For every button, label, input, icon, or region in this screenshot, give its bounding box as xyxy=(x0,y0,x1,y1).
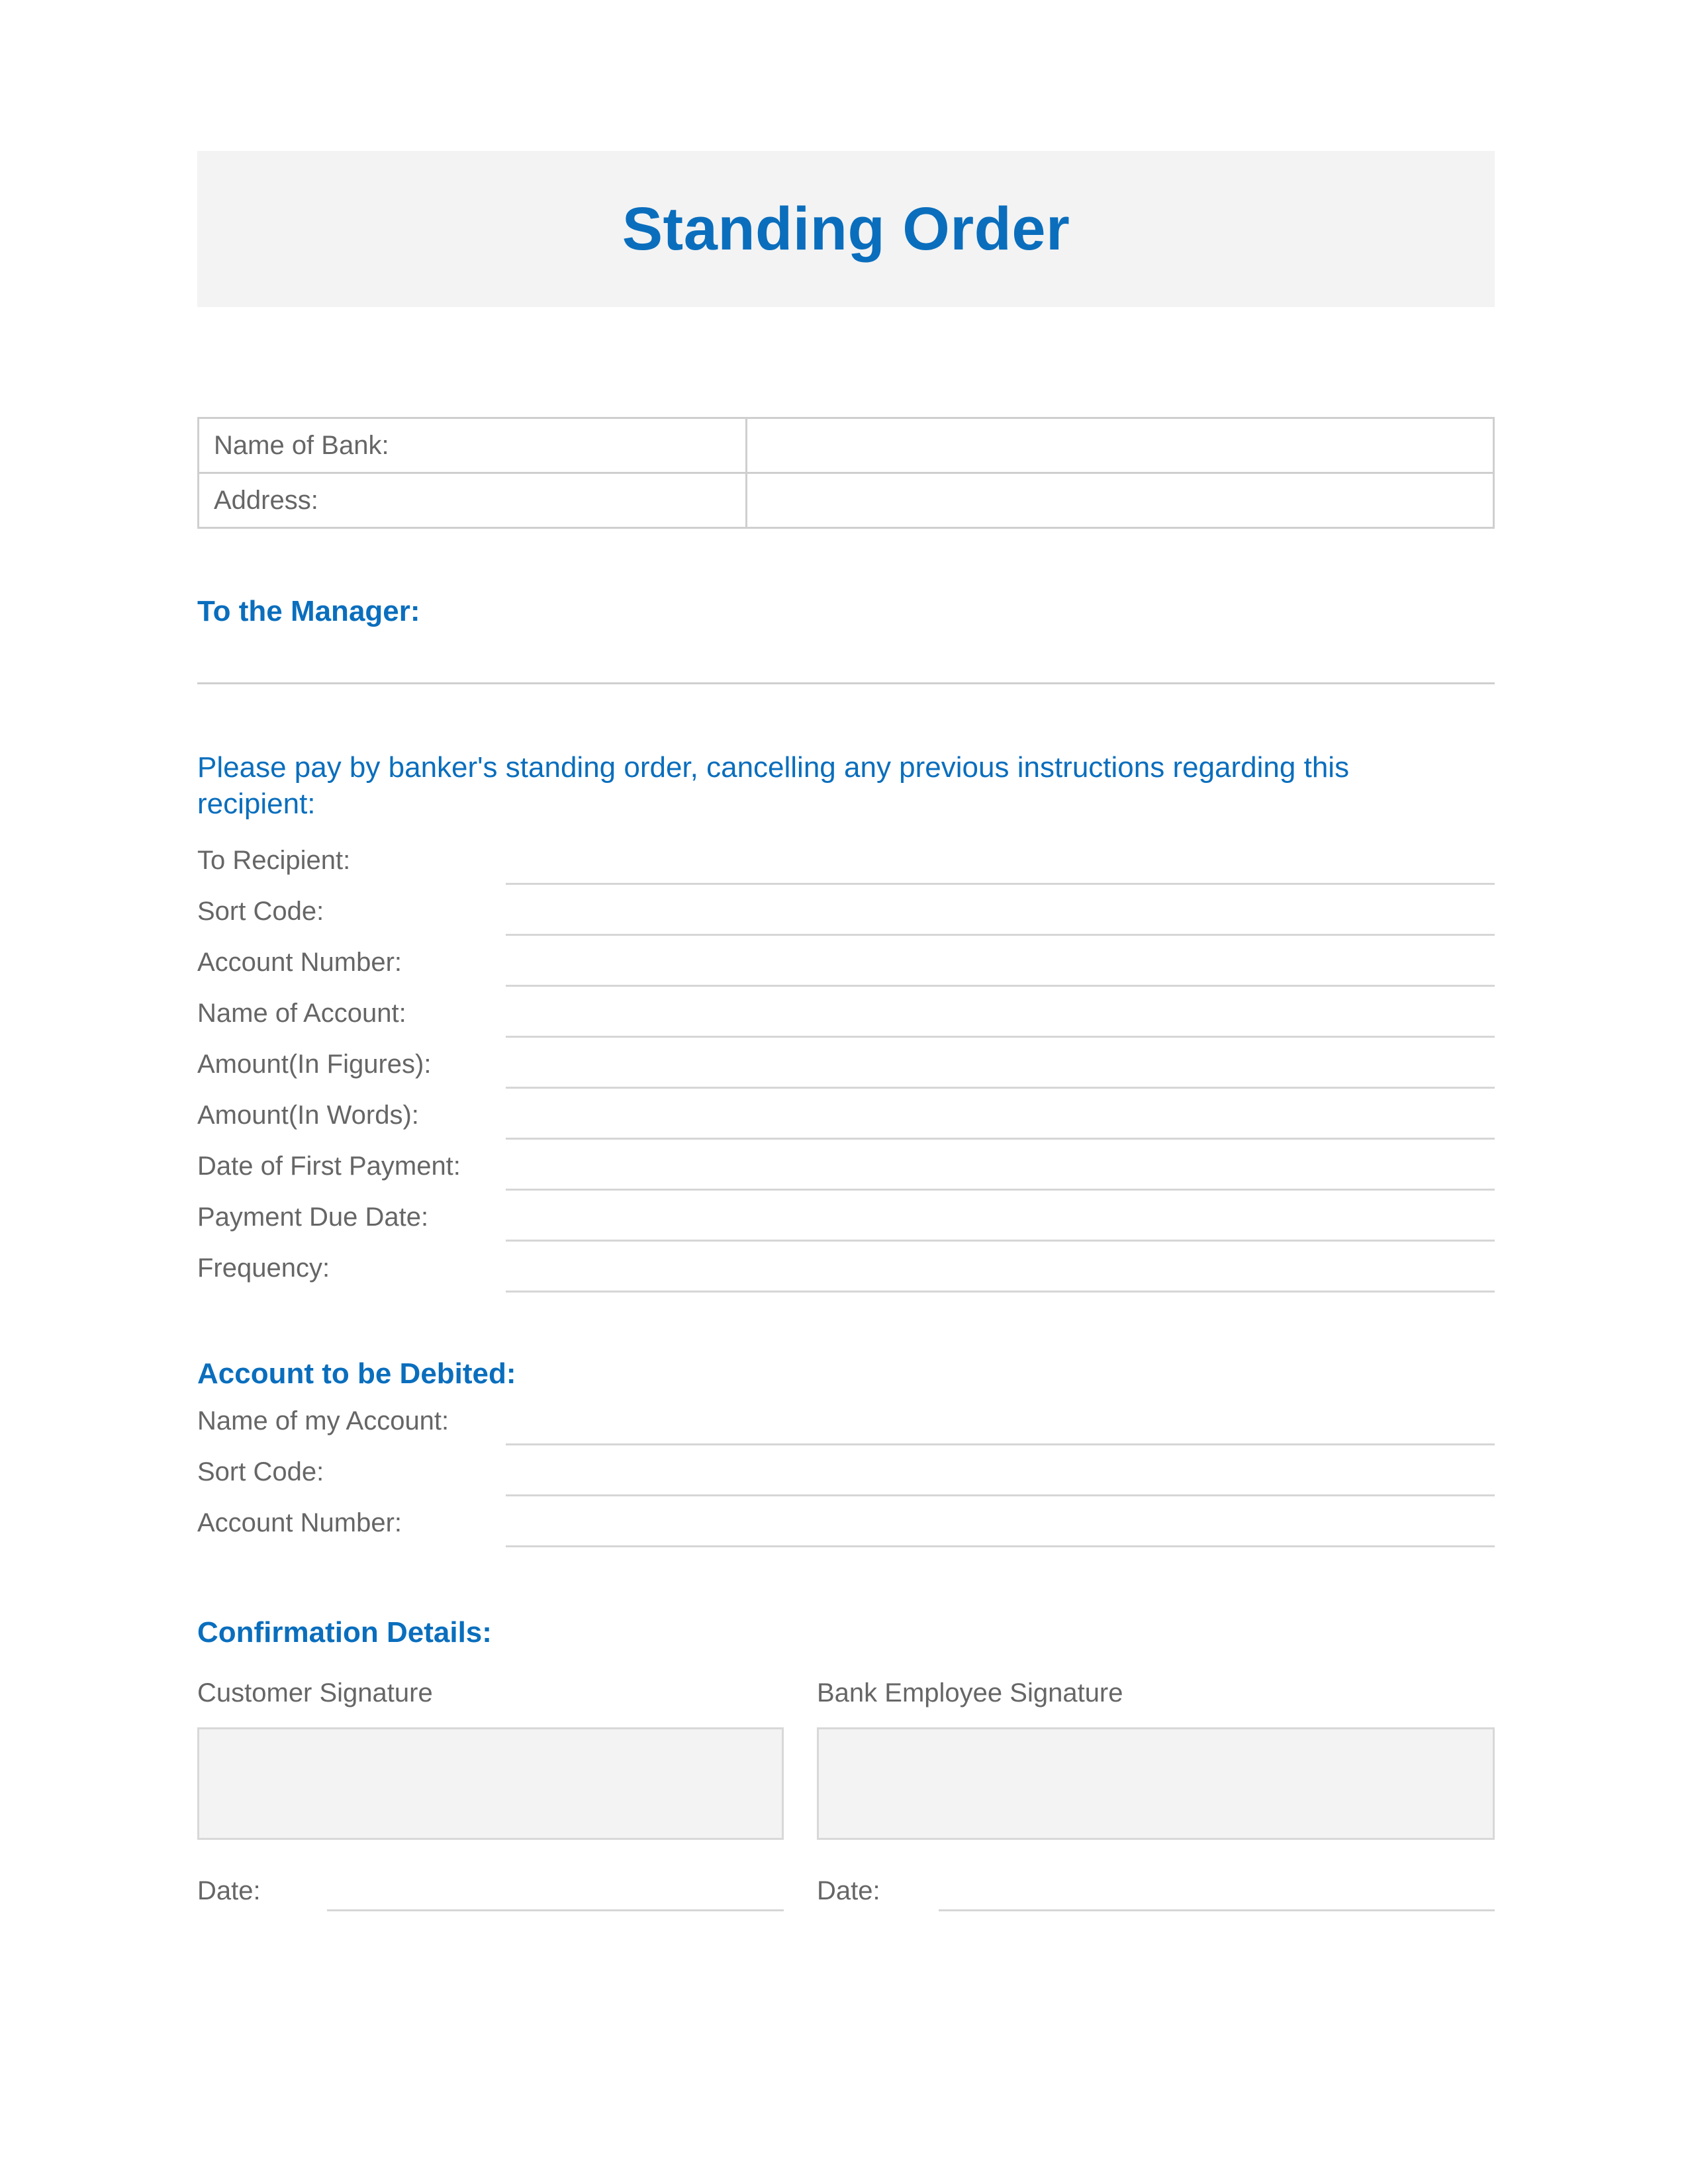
bank-signature-box[interactable] xyxy=(817,1727,1495,1840)
field-row xyxy=(197,1496,1495,1547)
title-banner xyxy=(197,151,1495,307)
amount-figures-label: Amount(In Figures): xyxy=(197,1050,432,1079)
bank-date-label: Date: xyxy=(817,1876,880,1905)
field-row xyxy=(197,1445,1495,1496)
customer-signature-label: Customer Signature xyxy=(197,1678,433,1707)
my-account-name-label: Name of my Account: xyxy=(197,1406,449,1435)
bank-address-field[interactable] xyxy=(747,473,1494,528)
my-account-name-field[interactable] xyxy=(506,1443,1495,1445)
first-payment-date-label: Date of First Payment: xyxy=(197,1152,461,1181)
customer-date-field[interactable] xyxy=(327,1909,784,1911)
bank-signature-label: Bank Employee Signature xyxy=(817,1678,1123,1707)
bank-address-label: Address: xyxy=(199,473,747,528)
debited-fields xyxy=(197,1394,1495,1547)
account-name-label: Name of Account: xyxy=(197,999,406,1028)
debit-account-number-label: Account Number: xyxy=(197,1508,402,1537)
field-row xyxy=(197,1394,1495,1445)
bank-details-table xyxy=(197,417,1495,529)
bank-signature-block xyxy=(817,1678,1495,1911)
page-title: Standing Order xyxy=(622,195,1070,263)
bank-date-field[interactable] xyxy=(939,1909,1495,1911)
bank-name-label: Name of Bank: xyxy=(199,418,747,473)
field-row xyxy=(197,1191,1495,1242)
frequency-field[interactable] xyxy=(506,1290,1495,1293)
field-row xyxy=(197,1038,1495,1089)
standing-order-form xyxy=(197,151,1495,1911)
manager-field[interactable] xyxy=(197,682,1495,684)
field-row xyxy=(197,936,1495,987)
field-row xyxy=(197,885,1495,936)
debit-sort-code-field[interactable] xyxy=(506,1494,1495,1496)
account-name-field[interactable] xyxy=(506,1035,1495,1038)
customer-signature-block xyxy=(197,1678,784,1911)
recipient-label: To Recipient: xyxy=(197,846,351,875)
payment-fields xyxy=(197,834,1495,1293)
sort-code-label: Sort Code: xyxy=(197,897,324,926)
field-row xyxy=(197,834,1495,885)
customer-signature-box[interactable] xyxy=(197,1727,784,1840)
table-row xyxy=(199,418,1494,473)
bank-date-row xyxy=(817,1872,1495,1911)
confirmation-heading: Confirmation Details: xyxy=(197,1616,492,1649)
account-number-label: Account Number: xyxy=(197,948,402,977)
payment-due-date-label: Payment Due Date: xyxy=(197,1203,429,1232)
debit-sort-code-label: Sort Code: xyxy=(197,1457,324,1486)
frequency-label: Frequency: xyxy=(197,1253,330,1283)
customer-date-row xyxy=(197,1872,784,1911)
bank-name-field[interactable] xyxy=(747,418,1494,473)
amount-words-field[interactable] xyxy=(506,1137,1495,1140)
account-number-field[interactable] xyxy=(506,984,1495,987)
signature-section xyxy=(197,1678,1495,1911)
field-row xyxy=(197,1089,1495,1140)
table-row xyxy=(199,473,1494,528)
debit-account-number-field[interactable] xyxy=(506,1545,1495,1547)
instruction-text: Please pay by banker's standing order, cancelling any previous instructions regarding this recipient: xyxy=(197,751,1350,820)
amount-words-label: Amount(In Words): xyxy=(197,1101,419,1130)
manager-heading: To the Manager: xyxy=(197,595,420,627)
amount-figures-field[interactable] xyxy=(506,1086,1495,1089)
field-row xyxy=(197,1140,1495,1191)
first-payment-date-field[interactable] xyxy=(506,1188,1495,1191)
recipient-field[interactable] xyxy=(506,882,1495,885)
field-row xyxy=(197,1242,1495,1293)
account-debited-heading: Account to be Debited: xyxy=(197,1357,516,1390)
sort-code-field[interactable] xyxy=(506,933,1495,936)
customer-date-label: Date: xyxy=(197,1876,261,1905)
field-row xyxy=(197,987,1495,1038)
payment-due-date-field[interactable] xyxy=(506,1239,1495,1242)
